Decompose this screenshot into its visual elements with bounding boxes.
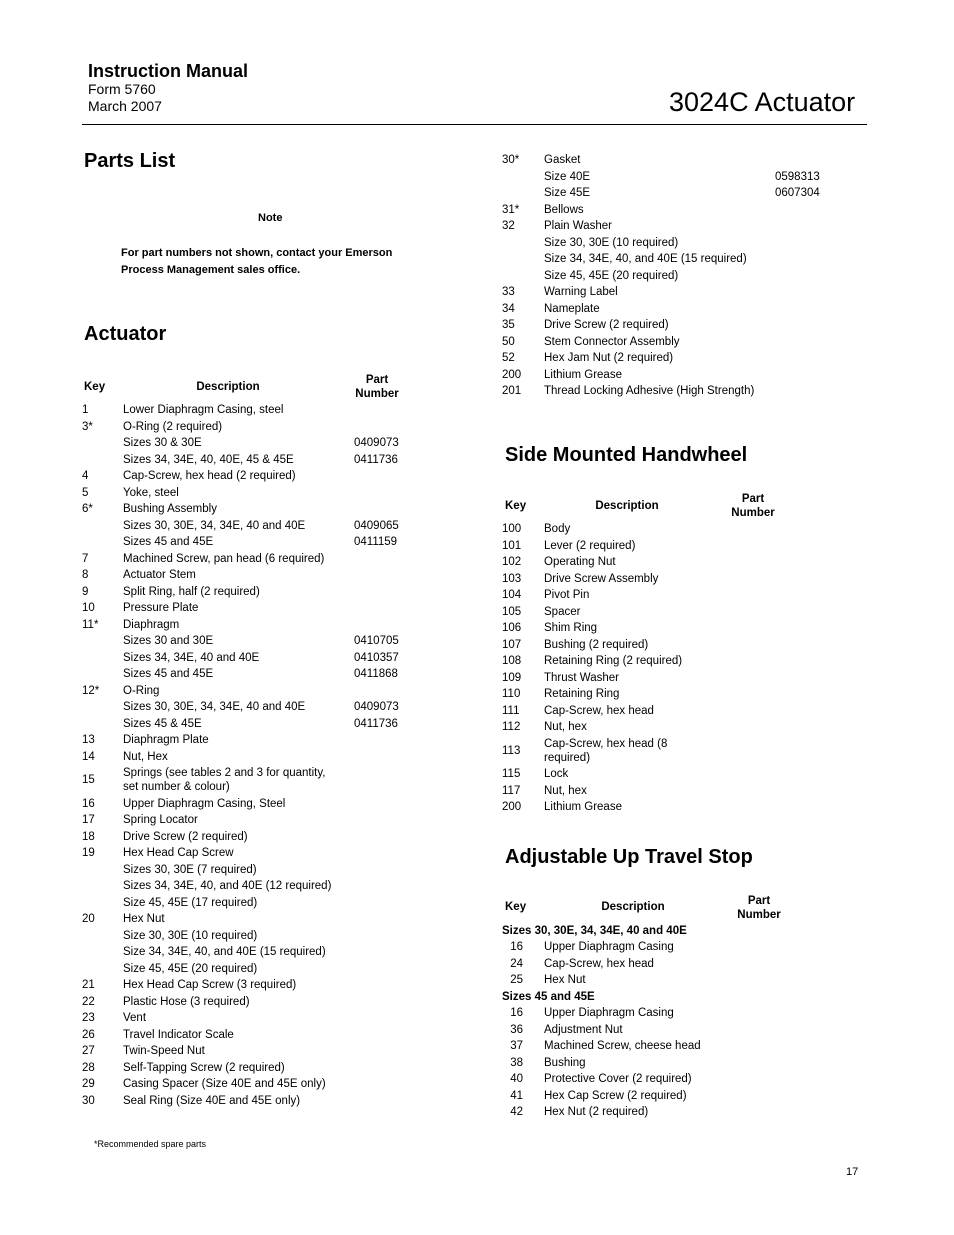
part-key: 200 [502,368,522,381]
part-description: Stem Connector Assembly [544,335,680,348]
part-description: Nut, hex [544,784,587,797]
part-key: 30 [82,1094,95,1107]
part-number: 0409073 [354,701,399,713]
part-key: 22 [82,995,95,1008]
part-description: Hex Nut (2 required) [544,1106,649,1118]
part-description: Size 40E [544,170,591,183]
part-description: Size 30, 30E (10 required) [544,236,679,249]
part-description: Sizes 30, 30E, 34, 34E, 40 and 40E [123,701,306,713]
part-description: Springs (see tables 2 and 3 for quantity, set number & colour) [123,767,326,793]
part-key: 5 [82,486,89,499]
part-description: Hex Nut [123,913,165,925]
part-key: 12* [82,684,100,697]
handwheel-col-part-number: Part Number [731,493,775,519]
part-description: Sizes 30, 30E, 34, 34E, 40 and 40E [123,519,306,532]
part-key: 19 [82,847,95,859]
part-description: Sizes 34, 34E, 40 and 40E [123,651,260,664]
part-key: 24 [510,957,523,970]
part-key: 107 [502,638,522,651]
part-key: 200 [502,801,522,813]
part-description: Operating Nut [544,556,616,568]
part-description: Bushing (2 required) [544,638,649,651]
part-key: 113 [502,744,521,757]
part-description: Thread Locking Adhesive (High Strength) [544,385,755,397]
part-key: 31* [502,203,520,216]
header-divider [82,124,867,125]
part-key: 3* [82,420,93,433]
part-description: Spring Locator [123,814,198,826]
note-text: For part numbers not shown, contact your Emerson Process Management sales office. [121,247,393,276]
part-key: 6* [82,503,93,515]
part-description: Size 34, 34E, 40, and 40E (15 required) [123,946,326,958]
part-description: Nut, hex [544,721,587,733]
part-description: Upper Diaphragm Casing [544,1007,674,1019]
part-key: 18 [82,830,95,843]
part-key: 110 [502,688,521,700]
part-description: Sizes 34, 34E, 40, 40E, 45 & 45E [123,453,294,466]
part-description: Shim Ring [544,622,598,634]
publication-date: March 2007 [88,98,162,114]
part-description: Sizes 45 & 45E [123,717,202,730]
part-key: 111 [502,704,520,717]
part-number: 0410705 [354,635,399,647]
part-description: Yoke, steel [123,486,179,499]
part-description: Retaining Ring (2 required) [544,655,683,667]
part-description: Twin-Speed Nut [123,1045,205,1057]
part-description: Plain Washer [544,220,612,232]
part-description: Sizes 34, 34E, 40, and 40E (12 required) [123,880,332,892]
part-number: 0411868 [354,668,398,680]
part-key: 105 [502,605,522,618]
part-key: 20 [82,913,95,925]
part-number: 0598313 [775,170,820,183]
travel-stop-col-part-number: Part Number [737,895,781,921]
part-description: Sizes 30 and 30E [123,635,214,647]
part-key: 9 [82,585,89,598]
part-description: Spacer [544,605,581,618]
part-description: Sizes 45 and 45E [123,536,214,548]
part-description: Lithium Grease [544,368,622,381]
handwheel-col-key: Key [505,500,527,512]
part-key: 25 [510,974,523,986]
note-label: Note [258,212,283,224]
part-description: Adjustment Nut [544,1023,623,1036]
part-key: 100 [502,523,522,535]
actuator-heading: Actuator [84,323,167,345]
part-description: Plastic Hose (3 required) [123,995,250,1008]
part-description: Machined Screw, cheese head [544,1040,701,1052]
part-description: Upper Diaphragm Casing [544,941,674,953]
travel-stop-col-description: Description [601,901,665,913]
part-number: 0411736 [354,453,398,466]
part-description: O-Ring (2 required) [123,420,223,433]
part-description: Size 34, 34E, 40, and 40E (15 required) [544,253,747,265]
handwheel-heading: Side Mounted Handwheel [505,444,748,466]
part-key: 16 [510,1007,523,1019]
part-description: Size 30, 30E (10 required) [123,929,258,942]
part-description: Diaphragm [123,618,180,631]
part-key: 115 [502,768,521,780]
travel-stop-group-heading: Sizes 30, 30E, 34, 34E, 40 and 40E [502,925,687,937]
form-number: Form 5760 [88,81,156,97]
part-key: 50 [502,335,515,348]
part-description: Hex Cap Screw (2 required) [544,1089,687,1102]
part-description: Split Ring, half (2 required) [123,585,260,598]
part-description: Hex Head Cap Screw [123,847,234,859]
part-key: 1 [82,404,89,416]
part-key: 112 [502,721,521,733]
part-description: Sizes 30, 30E (7 required) [123,863,257,876]
actuator-col-part-number: Part Number [355,374,399,400]
part-key: 201 [502,385,522,397]
part-description: Protective Cover (2 required) [544,1073,692,1085]
part-number: 0607304 [775,187,820,199]
part-key: 10 [82,602,95,614]
part-key: 26 [82,1028,95,1041]
part-description: Actuator Stem [123,569,196,581]
part-description: Lower Diaphragm Casing, steel [123,404,284,416]
part-description: Cap-Screw, hex head (8 required) [544,737,668,764]
part-key: 16 [82,797,95,810]
part-key: 40 [510,1073,523,1085]
parts-list-heading: Parts List [84,150,176,172]
part-description: Pressure Plate [123,602,199,614]
travel-stop-col-key: Key [505,901,527,913]
part-description: Hex Head Cap Screw (3 required) [123,979,297,991]
part-key: 35 [502,319,515,331]
part-description: Bushing Assembly [123,503,217,515]
part-description: Warning Label [544,286,618,298]
part-key: 16 [510,941,523,953]
part-key: 52 [502,352,515,364]
part-key: 32 [502,220,515,232]
part-key: 13 [82,734,95,746]
part-key: 36 [510,1023,523,1036]
part-key: 29 [82,1078,95,1090]
part-description: Sizes 45 and 45E [123,668,214,680]
footnote: *Recommended spare parts [94,1139,207,1149]
part-number: 0409073 [354,437,399,449]
part-key: 102 [502,556,522,568]
part-description: Vent [123,1012,147,1024]
part-key: 30* [502,154,520,166]
part-key: 108 [502,655,522,667]
part-description: Sizes 30 & 30E [123,437,202,449]
part-description: Size 45, 45E (17 required) [123,896,258,909]
part-key: 42 [510,1106,523,1118]
part-description: Lock [544,768,569,780]
part-description: Size 45, 45E (20 required) [544,269,679,282]
part-key: 38 [510,1056,523,1069]
part-description: Casing Spacer (Size 40E and 45E only) [123,1078,326,1090]
part-key: 7 [82,552,89,565]
part-key: 21 [82,979,95,991]
part-description: Drive Screw Assembly [544,572,659,585]
part-description: Diaphragm Plate [123,734,209,746]
part-description: Hex Jam Nut (2 required) [544,352,674,364]
part-description: Drive Screw (2 required) [544,319,669,331]
part-description: Bushing [544,1056,586,1069]
part-description: O-Ring [123,684,160,697]
part-key: 17 [82,814,95,826]
part-description: Nameplate [544,302,600,315]
part-key: 33 [502,286,515,298]
part-key: 4 [82,470,89,482]
page-number: 17 [846,1166,859,1178]
travel-stop-heading: Adjustable Up Travel Stop [505,846,753,868]
part-number: 0411736 [354,717,398,730]
part-description: Cap-Screw, hex head [544,704,654,717]
part-description: Self-Tapping Screw (2 required) [123,1061,285,1074]
handwheel-col-description: Description [595,500,659,512]
manual-title: Instruction Manual [88,61,249,81]
part-description: Cap-Screw, hex head [544,957,654,970]
part-key: 8 [82,569,89,581]
part-description: Seal Ring (Size 40E and 45E only) [123,1094,301,1107]
part-description: Hex Nut [544,974,586,986]
part-description: Size 45E [544,187,591,199]
actuator-col-description: Description [196,381,260,393]
part-key: 106 [502,622,522,634]
part-key: 28 [82,1061,95,1074]
document-title: 3024C Actuator [669,87,856,117]
part-description: Pivot Pin [544,589,590,601]
part-description: Upper Diaphragm Casing, Steel [123,797,286,810]
part-key: 34 [502,302,515,315]
part-description: Bellows [544,203,584,216]
part-number: 0409065 [354,519,399,532]
part-description: Size 45, 45E (20 required) [123,962,258,975]
part-key: 101 [502,539,522,552]
part-number: 0410357 [354,651,399,664]
part-description: Gasket [544,154,581,166]
part-key: 37 [510,1040,523,1052]
part-key: 104 [502,589,522,601]
part-description: Retaining Ring [544,688,620,700]
part-description: Cap-Screw, hex head (2 required) [123,470,296,482]
part-key: 103 [502,572,522,585]
part-key: 23 [82,1012,95,1024]
travel-stop-group-heading: Sizes 45 and 45E [502,991,595,1003]
part-key: 41 [510,1089,523,1102]
part-key: 27 [82,1045,95,1057]
part-key: 15 [82,774,95,786]
part-description: Machined Screw, pan head (6 required) [123,552,325,565]
part-description: Travel Indicator Scale [123,1028,234,1041]
part-key: 14 [82,750,95,763]
part-description: Nut, Hex [123,750,168,763]
part-description: Drive Screw (2 required) [123,830,248,843]
part-description: Thrust Washer [544,671,619,684]
part-key: 11* [82,618,99,631]
actuator-col-key: Key [84,381,106,393]
part-description: Lithium Grease [544,801,622,813]
part-key: 109 [502,671,522,684]
part-key: 117 [502,784,521,797]
part-description: Lever (2 required) [544,539,636,552]
part-description: Body [544,523,571,535]
part-number: 0411159 [354,536,398,548]
